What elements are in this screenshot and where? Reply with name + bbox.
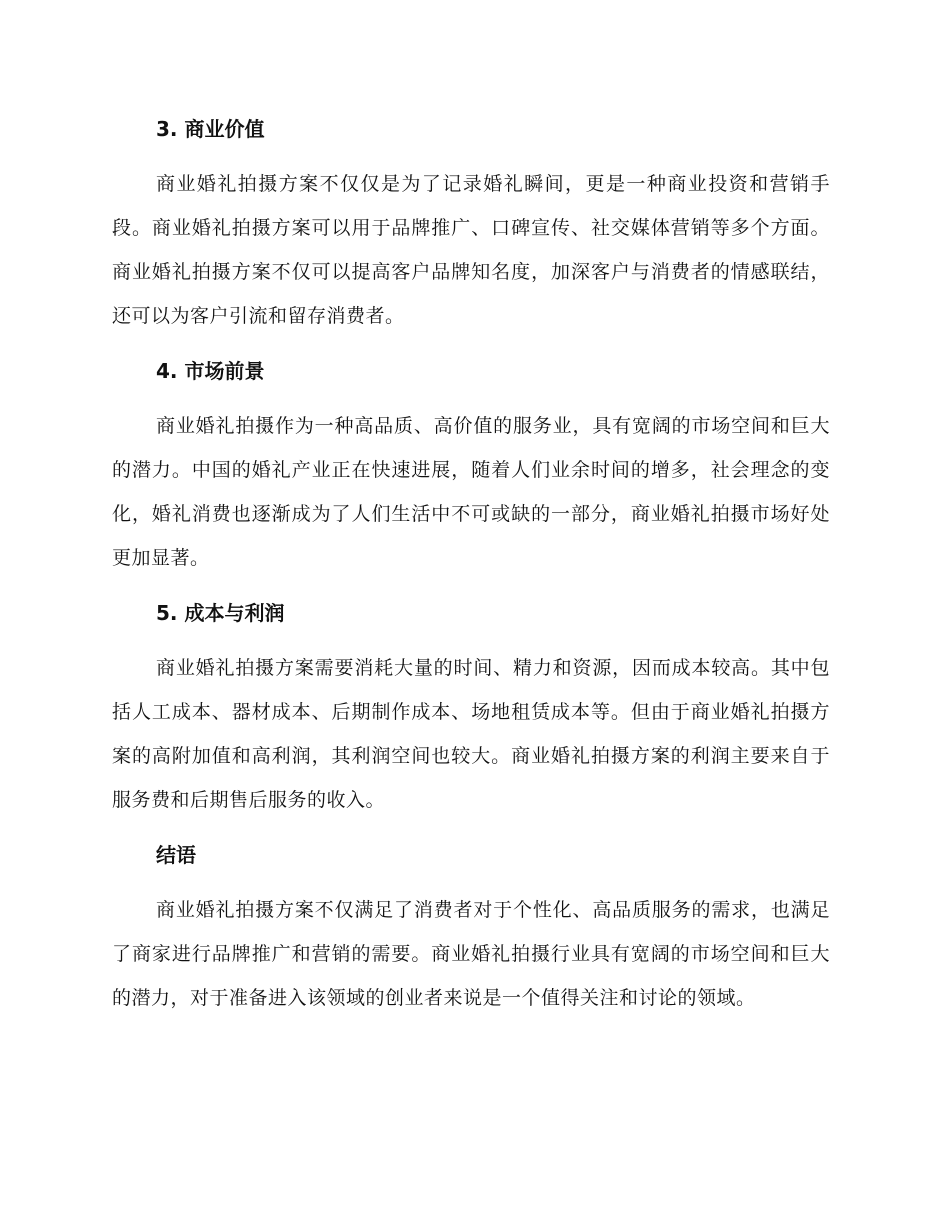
- section-commercial-value: [112, 112, 830, 338]
- section-heading: 4. 市场前景: [156, 359, 265, 383]
- document-body: [112, 112, 830, 1020]
- section-heading: 5. 成本与利润: [156, 601, 285, 625]
- section-market-outlook: [112, 354, 830, 580]
- section-paragraph: 商业婚礼拍摄方案不仅满足了消费者对于个性化、高品质服务的需求，也满足了商家进行品牌推广和营销的需要。商业婚礼拍摄行业具有宽阔的市场空间和巨大的潜力，对于准备进入该领域的创业者来说是一个值得关注和讨论的领域。: [112, 899, 830, 1009]
- section-paragraph: 商业婚礼拍摄作为一种高品质、高价值的服务业，具有宽阔的市场空间和巨大的潜力。中国的婚礼产业正在快速进展，随着人们业余时间的增多，社会理念的变化，婚礼消费也逐渐成为了人们生活中不可或缺的一部分，商业婚礼拍摄市场好处更加显著。: [112, 415, 830, 569]
- section-paragraph: 商业婚礼拍摄方案需要消耗大量的时间、精力和资源，因而成本较高。其中包括人工成本、器材成本、后期制作成本、场地租赁成本等。但由于商业婚礼拍摄方案的高附加值和高利润，其利润空间也较大。商业婚礼拍摄方案的利润主要来自于服务费和后期售后服务的收入。: [112, 657, 830, 811]
- section-conclusion: [112, 838, 830, 1020]
- section-heading: 3. 商业价值: [156, 117, 265, 141]
- section-cost-and-profit: [112, 596, 830, 822]
- section-paragraph: 商业婚礼拍摄方案不仅仅是为了记录婚礼瞬间，更是一种商业投资和营销手段。商业婚礼拍摄方案可以用于品牌推广、口碑宣传、社交媒体营销等多个方面。商业婚礼拍摄方案不仅可以提高客户品牌知名度，加深客户与消费者的情感联结，还可以为客户引流和留存消费者。: [112, 173, 830, 327]
- section-heading: 结语: [156, 843, 196, 867]
